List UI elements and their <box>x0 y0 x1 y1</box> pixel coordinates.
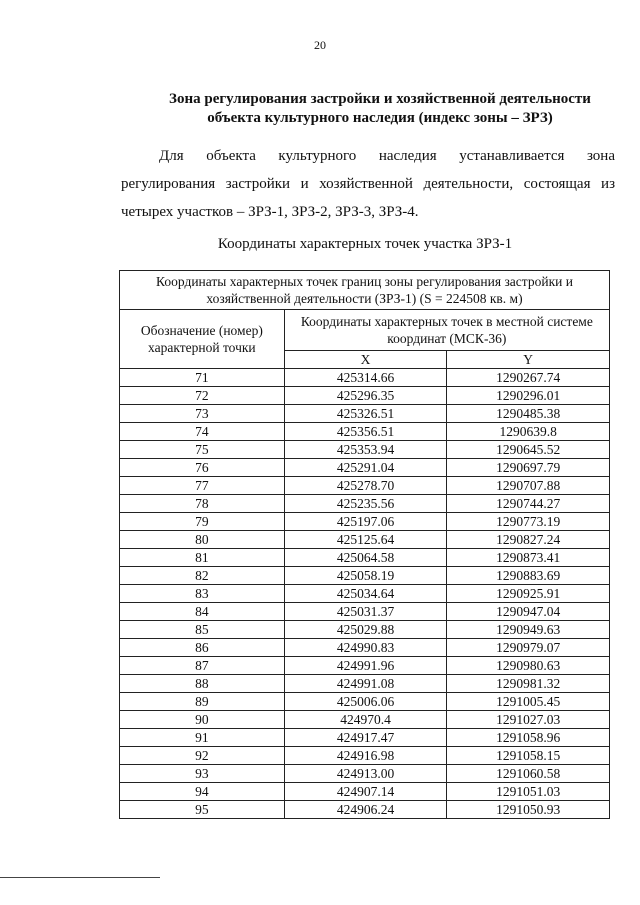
table-row <box>120 693 610 711</box>
y-coordinate-cell: 1290773.19 <box>447 513 610 531</box>
section-heading <box>150 90 610 128</box>
y-coordinate-cell: 1290949.63 <box>447 621 610 639</box>
x-coordinate-cell: 425314.66 <box>284 369 447 387</box>
point-number-cell: 85 <box>120 621 285 639</box>
x-coordinate-cell: 425353.94 <box>284 441 447 459</box>
table-row <box>120 657 610 675</box>
point-number-cell: 94 <box>120 783 285 801</box>
paragraph-word: объекта <box>206 148 256 164</box>
point-number-cell: 78 <box>120 495 285 513</box>
y-coordinate-cell: 1290296.01 <box>447 387 610 405</box>
paragraph-word: застройки <box>225 176 291 192</box>
table-row <box>120 441 610 459</box>
x-coordinate-cell: 424917.47 <box>284 729 447 747</box>
point-number-cell: 73 <box>120 405 285 423</box>
x-coordinate-cell: 424913.00 <box>284 765 447 783</box>
x-coordinate-cell: 425326.51 <box>284 405 447 423</box>
point-number-cell: 90 <box>120 711 285 729</box>
point-number-cell: 93 <box>120 765 285 783</box>
x-coordinate-cell: 424991.08 <box>284 675 447 693</box>
point-number-cell: 76 <box>120 459 285 477</box>
x-coordinate-cell: 425296.35 <box>284 387 447 405</box>
x-coordinate-cell: 424970.4 <box>284 711 447 729</box>
y-coordinate-cell: 1291058.96 <box>447 729 610 747</box>
table-row <box>120 747 610 765</box>
point-number-cell: 88 <box>120 675 285 693</box>
x-coordinate-cell: 424906.24 <box>284 801 447 819</box>
x-coordinate-cell: 425034.64 <box>284 585 447 603</box>
table-row <box>120 603 610 621</box>
table-row <box>120 621 610 639</box>
point-number-cell: 72 <box>120 387 285 405</box>
table-row <box>120 423 610 441</box>
table-row <box>120 783 610 801</box>
x-coordinate-cell: 424907.14 <box>284 783 447 801</box>
column-header-x: X <box>284 351 447 369</box>
x-coordinate-cell: 425006.06 <box>284 693 447 711</box>
point-number-cell: 75 <box>120 441 285 459</box>
x-coordinate-cell: 424916.98 <box>284 747 447 765</box>
x-coordinate-cell: 425356.51 <box>284 423 447 441</box>
x-coordinate-cell: 425031.37 <box>284 603 447 621</box>
table-row <box>120 495 610 513</box>
page-number: 20 <box>314 38 326 52</box>
paragraph-word: наследия <box>378 148 437 164</box>
paragraph-word: и <box>300 176 309 192</box>
y-coordinate-cell: 1290979.07 <box>447 639 610 657</box>
y-coordinate-cell: 1290883.69 <box>447 567 610 585</box>
y-coordinate-cell: 1290925.91 <box>447 585 610 603</box>
table-row <box>120 675 610 693</box>
paragraph-line-1 <box>121 142 615 170</box>
point-number-cell: 84 <box>120 603 285 621</box>
y-coordinate-cell: 1290707.88 <box>447 477 610 495</box>
point-number-cell: 74 <box>120 423 285 441</box>
paragraph-word: из <box>601 176 615 192</box>
y-coordinate-cell: 1291058.15 <box>447 747 610 765</box>
paragraph-word: Для <box>159 148 184 164</box>
paragraph-word: деятельности, <box>423 176 514 192</box>
paragraph-word: состоящая <box>523 176 591 192</box>
body-paragraph <box>121 142 615 226</box>
x-coordinate-cell: 425291.04 <box>284 459 447 477</box>
point-number-cell: 91 <box>120 729 285 747</box>
table-row <box>120 405 610 423</box>
point-number-cell: 92 <box>120 747 285 765</box>
point-number-cell: 77 <box>120 477 285 495</box>
x-coordinate-cell: 424990.83 <box>284 639 447 657</box>
y-coordinate-cell: 1290744.27 <box>447 495 610 513</box>
y-coordinate-cell: 1290980.63 <box>447 657 610 675</box>
y-coordinate-cell: 1290267.74 <box>447 369 610 387</box>
table-row <box>120 369 610 387</box>
paragraph-word: устанавливается <box>459 148 565 164</box>
table-row <box>120 387 610 405</box>
y-coordinate-cell: 1291027.03 <box>447 711 610 729</box>
x-coordinate-cell: 425278.70 <box>284 477 447 495</box>
paragraph-word: культурного <box>278 148 357 164</box>
x-coordinate-cell: 425125.64 <box>284 531 447 549</box>
y-coordinate-cell: 1291005.45 <box>447 693 610 711</box>
table-row <box>120 567 610 585</box>
point-number-cell: 87 <box>120 657 285 675</box>
table-row <box>120 729 610 747</box>
footnote-divider <box>0 877 160 878</box>
table-row <box>120 639 610 657</box>
column-header-coordinates: Координаты характерных точек в местной системе координат (МСК-36) <box>284 310 609 351</box>
paragraph-line-2 <box>121 170 615 198</box>
point-number-cell: 81 <box>120 549 285 567</box>
y-coordinate-cell: 1290697.79 <box>447 459 610 477</box>
x-coordinate-cell: 425029.88 <box>284 621 447 639</box>
x-coordinate-cell: 425064.58 <box>284 549 447 567</box>
table-row <box>120 459 610 477</box>
table-caption: Координаты характерных точек участка ЗРЗ-1 <box>217 236 513 252</box>
heading-line-1: Зона регулирования застройки и хозяйственной деятельности <box>169 91 591 107</box>
table-row <box>120 549 610 567</box>
table-row <box>120 513 610 531</box>
y-coordinate-cell: 1290981.32 <box>447 675 610 693</box>
x-coordinate-cell: 424991.96 <box>284 657 447 675</box>
paragraph-word: хозяйственной <box>319 176 413 192</box>
y-coordinate-cell: 1291050.93 <box>447 801 610 819</box>
y-coordinate-cell: 1290645.52 <box>447 441 610 459</box>
y-coordinate-cell: 1290947.04 <box>447 603 610 621</box>
y-coordinate-cell: 1290827.24 <box>447 531 610 549</box>
table-body <box>120 369 610 819</box>
point-number-cell: 79 <box>120 513 285 531</box>
paragraph-word: регулирования <box>121 176 216 192</box>
y-coordinate-cell: 1290485.38 <box>447 405 610 423</box>
table-row <box>120 801 610 819</box>
table-row <box>120 477 610 495</box>
coordinates-table <box>119 270 610 819</box>
y-coordinate-cell: 1290639.8 <box>447 423 610 441</box>
paragraph-word: зона <box>586 148 615 164</box>
x-coordinate-cell: 425058.19 <box>284 567 447 585</box>
point-number-cell: 80 <box>120 531 285 549</box>
point-number-cell: 82 <box>120 567 285 585</box>
point-number-cell: 95 <box>120 801 285 819</box>
point-number-cell: 71 <box>120 369 285 387</box>
table-row <box>120 765 610 783</box>
heading-line-2: объекта культурного наследия (индекс зоны – ЗРЗ) <box>207 110 553 126</box>
column-header-y: Y <box>447 351 610 369</box>
table-title: Координаты характерных точек границ зоны регулирования застройки и хозяйственной деятельности (ЗРЗ-1) (S = 224508 кв. м) <box>120 271 610 310</box>
point-number-cell: 86 <box>120 639 285 657</box>
table-row <box>120 711 610 729</box>
table-row <box>120 585 610 603</box>
y-coordinate-cell: 1290873.41 <box>447 549 610 567</box>
y-coordinate-cell: 1291060.58 <box>447 765 610 783</box>
table-row <box>120 531 610 549</box>
point-number-cell: 83 <box>120 585 285 603</box>
y-coordinate-cell: 1291051.03 <box>447 783 610 801</box>
point-number-cell: 89 <box>120 693 285 711</box>
paragraph-line-3: четырех участков – ЗРЗ-1, ЗРЗ-2, ЗРЗ-3, ЗРЗ-4. <box>121 204 419 220</box>
x-coordinate-cell: 425235.56 <box>284 495 447 513</box>
column-header-point: Обозначение (номер) характерной точки <box>120 310 285 369</box>
x-coordinate-cell: 425197.06 <box>284 513 447 531</box>
